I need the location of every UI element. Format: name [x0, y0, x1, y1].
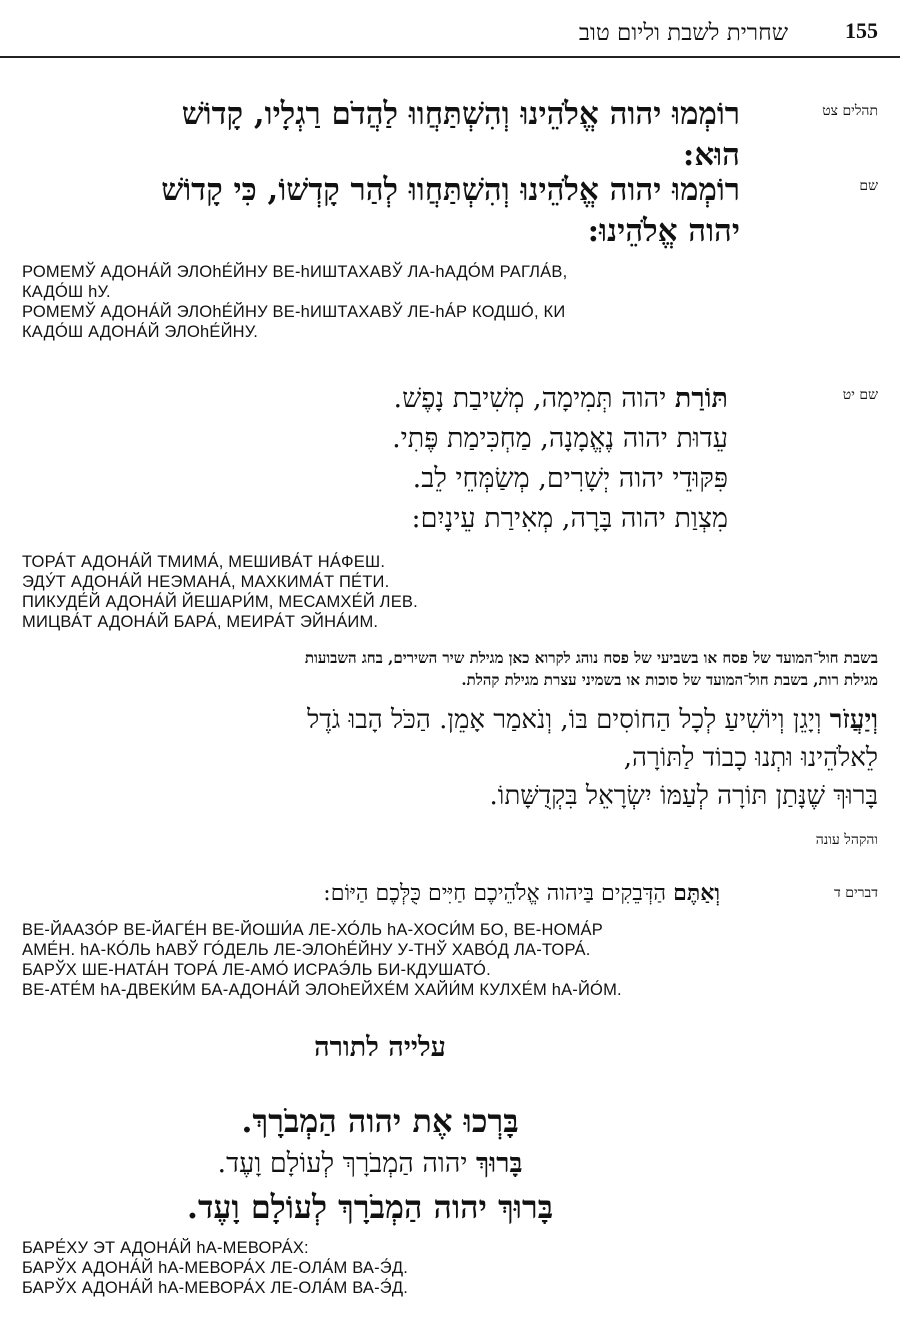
veyaazor-first-word: וְיַעֲזֹר	[829, 705, 878, 735]
baruch-first-word: בָּרוּךְ	[476, 1148, 523, 1179]
source-ref-same-19: שם יט	[842, 387, 878, 403]
baruch-line-1-text: יהוה הַמְבֹרָךְ לְעוֹלָם וָעֶד.	[217, 1148, 468, 1179]
instruction-line-2: מגילת רות, בשבת חול־המועד של סוכות או בשמיני עצרת מגילת קהלת.	[461, 671, 878, 689]
barchu-line: בָּרְכוּ אֶת יהוה הַמְבֹרָךְ.	[241, 1102, 519, 1140]
translit-line: КАДО́Ш АДОНА́Й ЭЛОhЕ́ЙНУ.	[22, 323, 259, 341]
verse-1-line-2: הוּא:	[682, 137, 740, 173]
verse-1-line-1: רוֹמְמוּ יהוה אֱלֹהֵינוּ וְהִשְׁתַּחֲווּ לַהֲדֹם רַגְלָיו, קָדוֹשׁ	[181, 96, 740, 132]
translit-line: МИЦВА́Т АДОНА́Й БАРА́, МЕИРА́Т ЭЙНА́ИМ.	[22, 613, 379, 631]
torah-verse-line-2: עֵדוּת יהוה נֶאֱמָנָה, מַחְכִּימַת פֶּתִי.	[392, 423, 728, 454]
translit-block-2	[22, 552, 418, 632]
translit-line: БАРЎХ АДОНА́Й hА-МЕВОРА́Х ЛЕ-ОЛА́М ВА-Э́Д.	[22, 1279, 409, 1297]
translit-line: КАДО́Ш hУ.	[22, 283, 111, 301]
header-rule	[0, 56, 900, 58]
congregation-responds: והקהל עונה	[815, 832, 878, 848]
torah-verse-line-3: פִּקּוּדֵי יהוה יְשָׁרִים, מְשַׂמְּחֵי לֵב.	[412, 463, 728, 494]
torah-verse-line-4: מִצְוַת יהוה בָּרָה, מְאִירַת עֵינָיִם:	[411, 503, 728, 534]
translit-block-1	[22, 262, 567, 342]
veyaazor-line-3: בָּרוּךְ שֶׁנָּתַן תּוֹרָה לְעַמּוֹ יִשְׂרָאֵל בִּקְדֻשָּׁתוֹ.	[489, 781, 878, 811]
page-number: 155	[845, 18, 878, 43]
verse-2-line-1: רוֹמְמוּ יהוה אֱלֹהֵינוּ וְהִשְׁתַּחֲווּ לְהַר קָדְשׁוֹ, כִּי קָדוֹשׁ	[161, 172, 740, 208]
translit-line: ПИКУДЕ́Й АДОНА́Й ЙЕШАРИ́М, МЕСАМХЕ́Й ЛЕВ.	[22, 593, 418, 611]
veyaazor-line-1-text: וְיָגֵן וְיוֹשִׁיעַ לְכָל הַחוֹסִים בּוֹ, וְנֹאמַר אָמֵן. הַכֹּל הָבוּ גֹדֶל	[307, 705, 822, 735]
veatem-first-word: וְאַתֶּם	[673, 880, 720, 906]
source-ref-psalms-99: תהלים צט	[822, 103, 878, 119]
translit-line: АМЕ́Н. hА-КО́ЛЬ hАВЎ ГО́ДЕЛЬ ЛЕ-ЭЛОhЕ́ЙНУ У-ТНЎ ХАВО́Д ЛА-ТОРА́.	[22, 941, 591, 959]
translit-line: ВЕ-ЙААЗО́Р ВЕ-ЙАГЕ́Н ВЕ-ЙОШИ́А ЛЕ-ХО́ЛЬ hА-ХОСИ́М БО, ВЕ-НОМА́Р	[22, 921, 603, 939]
instruction-line-1: בשבת חול־המועד של פסח או בשביעי של פסח נוהג לקרוא כאן מגילת שיר השירים, בחג השבועות	[304, 649, 878, 667]
veatem-verse	[20, 878, 720, 909]
translit-line: РОМЕМЎ АДОНА́Й ЭЛОhЕ́ЙНУ ВЕ-hИШТАХАВЎ ЛА-hАДО́М РАГЛА́В,	[22, 263, 568, 281]
torah-verse-line-1	[128, 380, 728, 418]
translit-line: ВЕ-АТЕ́М hА-ДВЕКИ́М БА-АДОНА́Й ЭЛОhЕЙХЕ́М ХАЙИ́М КУЛХЕ́М hА-ЙО́М.	[22, 981, 622, 999]
baruch-line-2: בָּרוּךְ יהוה הַמְבֹרָךְ לְעוֹלָם וָעֶד.	[186, 1188, 554, 1226]
translit-block-4	[22, 1238, 408, 1298]
veyaazor-line-1	[18, 702, 878, 738]
running-head: שחרית לשבת וליום טוב	[578, 20, 788, 46]
translit-line: ЭДУ́Т АДОНА́Й НЕЭМАНА́, МАХКИМА́Т ПЕ́ТИ.	[22, 573, 390, 591]
source-ref-same-1: שם	[859, 178, 878, 194]
translit-line: ТОРА́Т АДОНА́Й ТМИМА́, МЕШИВА́Т НА́ФЕШ.	[22, 553, 386, 571]
translit-line: БАРЕ́ХУ ЭТ АДОНА́Й hА-МЕВОРА́Х:	[22, 1239, 309, 1257]
veatem-text: הַדְּבֵקִים בַּיהוה אֱלֹהֵיכֶם חַיִּים כֻּלְּכֶם הַיּוֹם:	[323, 881, 667, 906]
baruch-line-1	[0, 1148, 740, 1179]
source-ref-deuteronomy-4: דברים ד	[834, 885, 878, 901]
veyaazor-line-2: לֵאלֹהֵינוּ וּתְנוּ כָבוֹד לַתּוֹרָה,	[623, 743, 878, 773]
translit-block-3	[22, 920, 622, 1000]
translit-line: БАРЎХ АДОНА́Й hА-МЕВОРА́Х ЛЕ-ОЛА́М ВА-Э́Д.	[22, 1259, 409, 1277]
translit-line: РОМЕМЎ АДОНА́Й ЭЛОhЕ́ЙНУ ВЕ-hИШТАХАВЎ ЛЕ-hА́Р КОДШО́, КИ	[22, 303, 566, 321]
torah-line-1-text: יהוה תְּמִימָה, מְשִׁיבַת נָפֶשׁ.	[393, 383, 667, 414]
translit-line: БАРЎХ ШЕ-НАТА́Н ТОРА́ ЛЕ-АМО́ ИСРАЭ́ЛЬ БИ-КДУШАТО́.	[22, 961, 491, 979]
verse-2-line-2: יהוה אֱלֹהֵינוּ:	[587, 213, 740, 249]
torah-first-word: תּוֹרַת	[674, 383, 728, 414]
aliyah-heading: עלייה לתורה	[314, 1032, 446, 1063]
